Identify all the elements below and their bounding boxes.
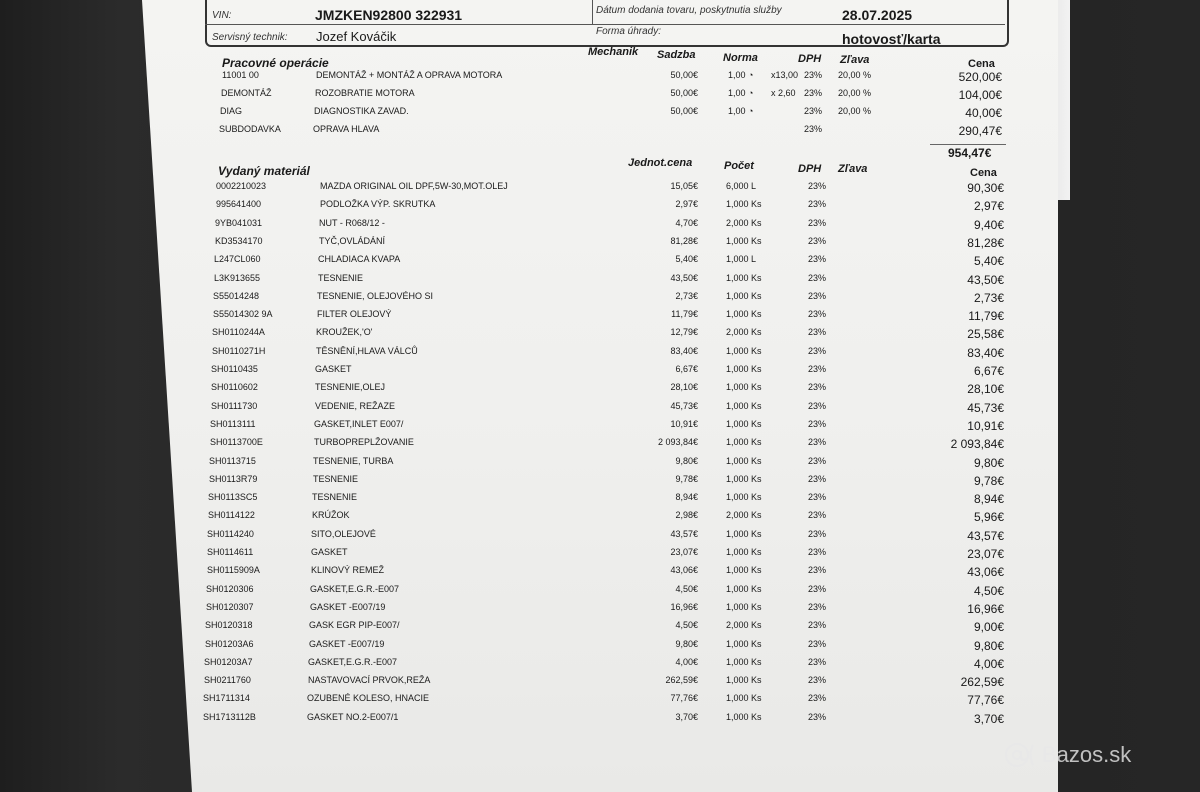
payment-value: hotovosť/karta (842, 31, 941, 47)
material-row (0, 657, 1200, 675)
material-unit-price: 12,79€ (670, 327, 698, 338)
material-name: MAZDA ORIGINAL OIL DPF,5W-30,MOT.OLEJ (320, 181, 508, 191)
material-vat: 23% (808, 199, 827, 210)
material-unit-price: 23,07€ (670, 547, 698, 557)
at-sign-icon (1003, 741, 1037, 769)
material-row (0, 401, 1200, 419)
operation-name: DIAGNOSTIKA ZAVAD. (314, 106, 409, 116)
material-total: 8,94€ (973, 492, 1004, 507)
material-total: 16,96€ (967, 601, 1004, 616)
material-unit-price: 4,00€ (675, 656, 698, 667)
material-code: SH0211760 (204, 675, 251, 686)
material-row (0, 639, 1200, 657)
material-total: 5,40€ (973, 254, 1004, 269)
material-vat: 23% (808, 235, 827, 246)
col-total: Cena (968, 58, 995, 70)
material-name: FILTER OLEJOVÝ (317, 309, 392, 320)
material-name: GASKET -E007/19 (310, 601, 386, 612)
material-row (0, 456, 1200, 474)
material-total: 9,80€ (973, 638, 1004, 653)
operation-multiplier: x 2,60 (771, 88, 796, 98)
material-total: 262,59€ (960, 675, 1004, 690)
material-row (0, 181, 1200, 199)
material-count: 1,000 Ks (726, 199, 762, 210)
material-count: 1,000 Ks (726, 345, 762, 356)
col-mat-vat: DPH (798, 163, 822, 175)
material-code: L3K913655 (214, 272, 261, 283)
material-total: 9,78€ (973, 473, 1004, 488)
material-row (0, 346, 1200, 364)
material-name: KRÚŽOK (312, 510, 350, 521)
material-vat: 23% (808, 364, 827, 374)
material-unit-price: 6,67€ (675, 364, 698, 374)
material-total: 4,50€ (973, 583, 1004, 598)
material-name: NASTAVOVACÍ PRVOK,REŽA (308, 675, 431, 686)
material-code: SH0113R79 (209, 473, 258, 484)
material-unit-price: 4,50€ (675, 583, 698, 594)
payment-label: Forma úhrady: (596, 26, 662, 37)
material-row (0, 199, 1200, 217)
col-mat-discount: Zľava (838, 163, 868, 175)
material-code: 995641400 (216, 199, 262, 210)
material-total: 2 093,84€ (950, 437, 1004, 452)
material-name: TYČ,OVLÁDÁNÍ (319, 235, 386, 246)
material-name: GASKET (315, 364, 352, 374)
material-vat: 23% (808, 601, 827, 612)
operation-rate: 50,00€ (670, 88, 698, 98)
material-row (0, 693, 1200, 711)
material-name: GASKET NO.2-E007/1 (307, 711, 399, 722)
material-vat: 23% (808, 437, 827, 448)
operation-total: 40,00€ (965, 106, 1002, 120)
material-unit-price: 2 093,84€ (657, 437, 698, 448)
col-rate: Sadzba (657, 49, 696, 61)
operation-row (0, 106, 1200, 124)
material-vat: 23% (808, 492, 827, 503)
material-vat: 23% (808, 272, 827, 283)
material-total: 9,00€ (973, 620, 1004, 635)
col-count: Počet (724, 160, 754, 172)
material-code: SH01203A6 (205, 638, 254, 649)
material-count: 1,000 Ks (726, 601, 762, 612)
material-code: SH0113715 (209, 455, 256, 466)
material-unit-price: 9,78€ (675, 473, 698, 484)
material-name: TURBOPREPLŽOVANIE (314, 437, 414, 448)
material-row (0, 675, 1200, 693)
material-code: SH0111730 (211, 400, 258, 411)
material-vat: 23% (808, 400, 827, 411)
operation-total: 520,00€ (958, 70, 1002, 84)
material-row (0, 218, 1200, 236)
material-total: 3,70€ (973, 711, 1004, 726)
material-row (0, 254, 1200, 272)
material-name: PODLOŽKA VÝP. SKRUTKA (320, 199, 436, 210)
operation-code: SUBDODAVKA (219, 124, 281, 134)
subtotal-rule (930, 144, 1006, 145)
material-unit-price: 9,80€ (675, 455, 698, 466)
material-unit-price: 43,06€ (670, 565, 698, 576)
material-count: 1,000 Ks (726, 290, 762, 301)
material-name: TESNENIE,OLEJ (315, 382, 386, 393)
material-count: 1,000 Ks (726, 382, 762, 393)
material-unit-price: 2,98€ (675, 510, 698, 521)
operation-rate: 50,00€ (670, 70, 698, 80)
material-total: 5,96€ (973, 510, 1004, 525)
material-name: TESNENIE, TURBA (313, 455, 394, 466)
material-count: 1,000 Ks (726, 400, 762, 411)
material-row (0, 474, 1200, 492)
material-code: KD3534170 (215, 235, 263, 246)
material-code: 9YB041031 (215, 217, 263, 228)
material-count: 1,000 Ks (726, 418, 762, 429)
material-total: 9,40€ (973, 217, 1004, 232)
material-code: SH0114240 (207, 528, 254, 539)
material-vat: 23% (808, 327, 827, 338)
material-name: OZUBENÉ KOLESO, HNACIE (307, 693, 430, 704)
material-code: SH0115909A (207, 565, 260, 576)
material-total: 81,28€ (967, 235, 1004, 250)
material-count: 2,000 Ks (726, 327, 762, 338)
material-unit-price: 11,79€ (671, 309, 698, 320)
operation-name: DEMONTÁŽ + MONTÁŽ A OPRAVA MOTORA (316, 70, 503, 80)
col-discount: Zľava (840, 54, 870, 66)
operation-rate: 50,00€ (670, 106, 698, 116)
material-row (0, 620, 1200, 638)
material-vat: 23% (808, 693, 827, 704)
vin-label: VIN: (212, 10, 232, 21)
material-count: 1,000 Ks (726, 583, 762, 594)
operation-vat: 23% (804, 124, 823, 134)
operation-norm: 1,00 ◔ (728, 88, 754, 98)
material-name: GASKET,INLET E007/ (314, 418, 404, 429)
material-code: SH0114122 (208, 510, 255, 521)
material-vat: 23% (808, 345, 827, 356)
material-count: 1,000 Ks (726, 693, 762, 704)
operation-norm: 1,00 ◔ (728, 70, 754, 80)
material-row (0, 327, 1200, 345)
operation-name: ROZOBRATIE MOTORA (315, 88, 415, 98)
material-code: 0002210023 (216, 181, 267, 191)
col-mat-total: Cena (970, 167, 997, 179)
material-unit-price: 9,80€ (675, 638, 698, 649)
material-vat: 23% (808, 547, 827, 557)
operation-vat: 23% (804, 88, 823, 98)
material-total: 77,76€ (967, 693, 1004, 708)
material-row (0, 492, 1200, 510)
material-name: SITO,OLEJOVÉ (311, 528, 376, 539)
technician-value: Jozef Kováčik (316, 29, 397, 44)
material-count: 1,000 Ks (726, 364, 762, 374)
material-unit-price: 5,40€ (675, 254, 698, 265)
operation-code: 11001 00 (222, 70, 259, 80)
material-code: S55014302 9A (213, 309, 273, 320)
material-total: 43,50€ (967, 272, 1004, 287)
materials-title: Vydaný materiál (218, 164, 310, 178)
material-name: CHLADIACA KVAPA (318, 254, 401, 265)
material-total: 4,00€ (973, 656, 1004, 671)
material-vat: 23% (808, 309, 827, 320)
material-name: GASKET (311, 547, 348, 557)
material-row (0, 547, 1200, 565)
material-count: 1,000 Ks (726, 492, 762, 503)
material-name: TESNENIE (313, 473, 359, 484)
material-count: 2,000 Ks (726, 510, 762, 521)
material-name: GASKET -E007/19 (309, 638, 385, 649)
material-vat: 23% (808, 510, 827, 521)
material-unit-price: 4,70€ (675, 217, 698, 228)
material-total: 10,91€ (967, 418, 1004, 433)
material-total: 6,67€ (973, 364, 1004, 378)
operation-vat: 23% (804, 70, 823, 80)
material-name: GASK EGR PIP-E007/ (309, 620, 400, 631)
material-unit-price: 77,76€ (670, 693, 698, 704)
material-row (0, 291, 1200, 309)
material-vat: 23% (808, 675, 827, 686)
operation-total: 290,47€ (958, 124, 1002, 138)
col-mechanic: Mechanik (588, 46, 639, 58)
operation-row (0, 70, 1200, 88)
header-mid-divider (592, 0, 593, 24)
material-vat: 23% (808, 620, 827, 631)
material-vat: 23% (808, 290, 827, 301)
material-vat: 23% (808, 638, 827, 649)
material-count: 1,000 Ks (726, 473, 762, 484)
col-vat: DPH (798, 53, 822, 65)
material-code: SH01203A7 (204, 656, 253, 667)
material-name: TESNENIE (312, 492, 358, 503)
material-name: KLINOVÝ REMEŽ (311, 565, 385, 576)
material-row (0, 364, 1200, 382)
material-total: 9,80€ (973, 455, 1004, 470)
material-total: 2,73€ (973, 290, 1004, 305)
material-unit-price: 81,28€ (670, 235, 698, 246)
material-row (0, 712, 1200, 730)
vin-value: JMZKEN92800 322931 (315, 7, 463, 23)
operation-discount: 20,00 % (838, 88, 872, 98)
material-vat: 23% (808, 711, 827, 722)
material-row (0, 602, 1200, 620)
material-total: 83,40€ (967, 345, 1004, 360)
material-row (0, 584, 1200, 602)
material-count: 2,000 Ks (726, 217, 762, 228)
material-total: 45,73€ (967, 400, 1004, 415)
material-vat: 23% (808, 418, 827, 429)
material-vat: 23% (808, 382, 827, 393)
material-code: SH0110602 (211, 382, 258, 393)
material-count: 1,000 Ks (726, 565, 762, 576)
material-name: KROUŽEK,'O' (316, 327, 373, 338)
material-row (0, 510, 1200, 528)
material-name: TĚSNĚNÍ,HLAVA VÁLCŮ (316, 345, 418, 356)
material-row (0, 273, 1200, 291)
material-name: GASKET,E.G.R.-E007 (308, 656, 398, 667)
material-unit-price: 45,73€ (670, 400, 698, 411)
material-total: 2,97€ (973, 199, 1004, 214)
material-code: SH0113111 (210, 418, 256, 429)
operations-subtotal: 954,47€ (948, 146, 992, 160)
material-unit-price: 10,91€ (670, 418, 698, 429)
technician-label: Servisný technik: (212, 32, 288, 43)
material-unit-price: 4,50€ (675, 620, 698, 631)
col-norm: Norma (723, 52, 758, 64)
material-code: SH1713112B (203, 711, 256, 722)
material-count: 1,000 Ks (726, 235, 762, 246)
material-name: NUT - R068/12 - (319, 217, 385, 228)
material-vat: 23% (808, 656, 827, 667)
material-code: SH0110271H (212, 345, 266, 356)
material-code: L247CL060 (214, 254, 261, 265)
operation-row (0, 124, 1200, 142)
material-count: 1,000 Ks (726, 272, 762, 283)
material-row (0, 565, 1200, 583)
material-count: 1,000 L (726, 254, 757, 265)
material-count: 1,000 Ks (726, 638, 762, 649)
material-unit-price: 43,50€ (670, 272, 698, 283)
operation-total: 104,00€ (958, 88, 1002, 102)
material-code: SH0110244A (212, 327, 265, 338)
material-total: 23,07€ (967, 547, 1004, 561)
material-code: SH0113700E (210, 437, 263, 448)
material-code: SH0110435 (211, 364, 258, 374)
material-unit-price: 2,97€ (675, 199, 698, 210)
material-total: 28,10€ (967, 382, 1004, 397)
material-vat: 23% (808, 528, 827, 539)
operation-row (0, 88, 1200, 106)
operation-code: DIAG (220, 106, 243, 116)
material-total: 90,30€ (967, 181, 1004, 195)
material-count: 6,000 L (726, 181, 757, 191)
material-vat: 23% (808, 217, 827, 228)
operation-vat: 23% (804, 106, 823, 116)
col-unit-price: Jednot.cena (628, 157, 693, 169)
material-vat: 23% (808, 565, 827, 576)
material-total: 25,58€ (967, 327, 1004, 342)
material-vat: 23% (808, 455, 827, 466)
material-count: 1,000 Ks (726, 455, 762, 466)
material-unit-price: 262,59€ (665, 675, 698, 686)
operation-discount: 20,00 % (838, 106, 872, 116)
material-total: 43,57€ (967, 528, 1004, 543)
header-divider (205, 24, 1005, 25)
material-vat: 23% (808, 181, 827, 191)
operation-code: DEMONTÁŽ (221, 88, 272, 98)
operation-multiplier: x13,00 (771, 70, 799, 80)
material-vat: 23% (808, 583, 827, 594)
material-count: 1,000 Ks (726, 675, 762, 686)
operations-title: Pracovné operácie (222, 56, 329, 70)
material-unit-price: 83,40€ (670, 345, 698, 356)
material-unit-price: 8,94€ (675, 492, 698, 503)
material-total: 43,06€ (967, 565, 1004, 580)
material-vat: 23% (808, 473, 827, 484)
material-name: TESNENIE, OLEJOVÉHO SI (317, 290, 434, 301)
operation-discount: 20,00 % (838, 70, 872, 80)
material-name: TESNENIE (318, 272, 364, 283)
material-row (0, 236, 1200, 254)
material-count: 2,000 Ks (726, 620, 762, 631)
material-code: SH1711314 (203, 693, 250, 704)
material-unit-price: 16,96€ (670, 601, 698, 612)
watermark-text: Bazos.sk (1042, 742, 1132, 767)
material-count: 1,000 Ks (726, 656, 762, 667)
material-code: SH0113SC5 (208, 492, 258, 503)
material-row (0, 419, 1200, 437)
material-count: 1,000 Ks (726, 547, 762, 557)
date-label: Dátum dodania tovaru, poskytnutia služby (596, 5, 782, 16)
material-name: GASKET,E.G.R.-E007 (310, 583, 400, 594)
material-row (0, 309, 1200, 327)
operation-name: OPRAVA HLAVA (313, 124, 380, 134)
material-row (0, 529, 1200, 547)
material-count: 1,000 Ks (726, 711, 762, 722)
material-code: SH0114611 (207, 547, 254, 557)
material-unit-price: 28,10€ (670, 382, 698, 393)
date-value: 28.07.2025 (842, 7, 913, 23)
material-row (0, 437, 1200, 455)
material-unit-price: 15,05€ (670, 181, 698, 191)
material-unit-price: 2,73€ (675, 290, 698, 301)
material-total: 11,79€ (968, 309, 1004, 324)
material-name: VEDENIE, REŽAZE (315, 400, 396, 411)
material-row (0, 382, 1200, 400)
operation-norm: 1,00 ◔ (728, 106, 754, 116)
material-unit-price: 43,57€ (670, 528, 698, 539)
material-count: 1,000 Ks (726, 528, 762, 539)
material-unit-price: 3,70€ (675, 711, 698, 722)
material-count: 1,000 Ks (726, 309, 762, 320)
material-code: SH0120306 (206, 583, 254, 594)
material-code: SH0120318 (205, 620, 253, 631)
material-code: SH0120307 (206, 601, 254, 612)
material-count: 1,000 Ks (726, 437, 762, 448)
material-code: S55014248 (213, 290, 260, 301)
material-vat: 23% (808, 254, 827, 265)
